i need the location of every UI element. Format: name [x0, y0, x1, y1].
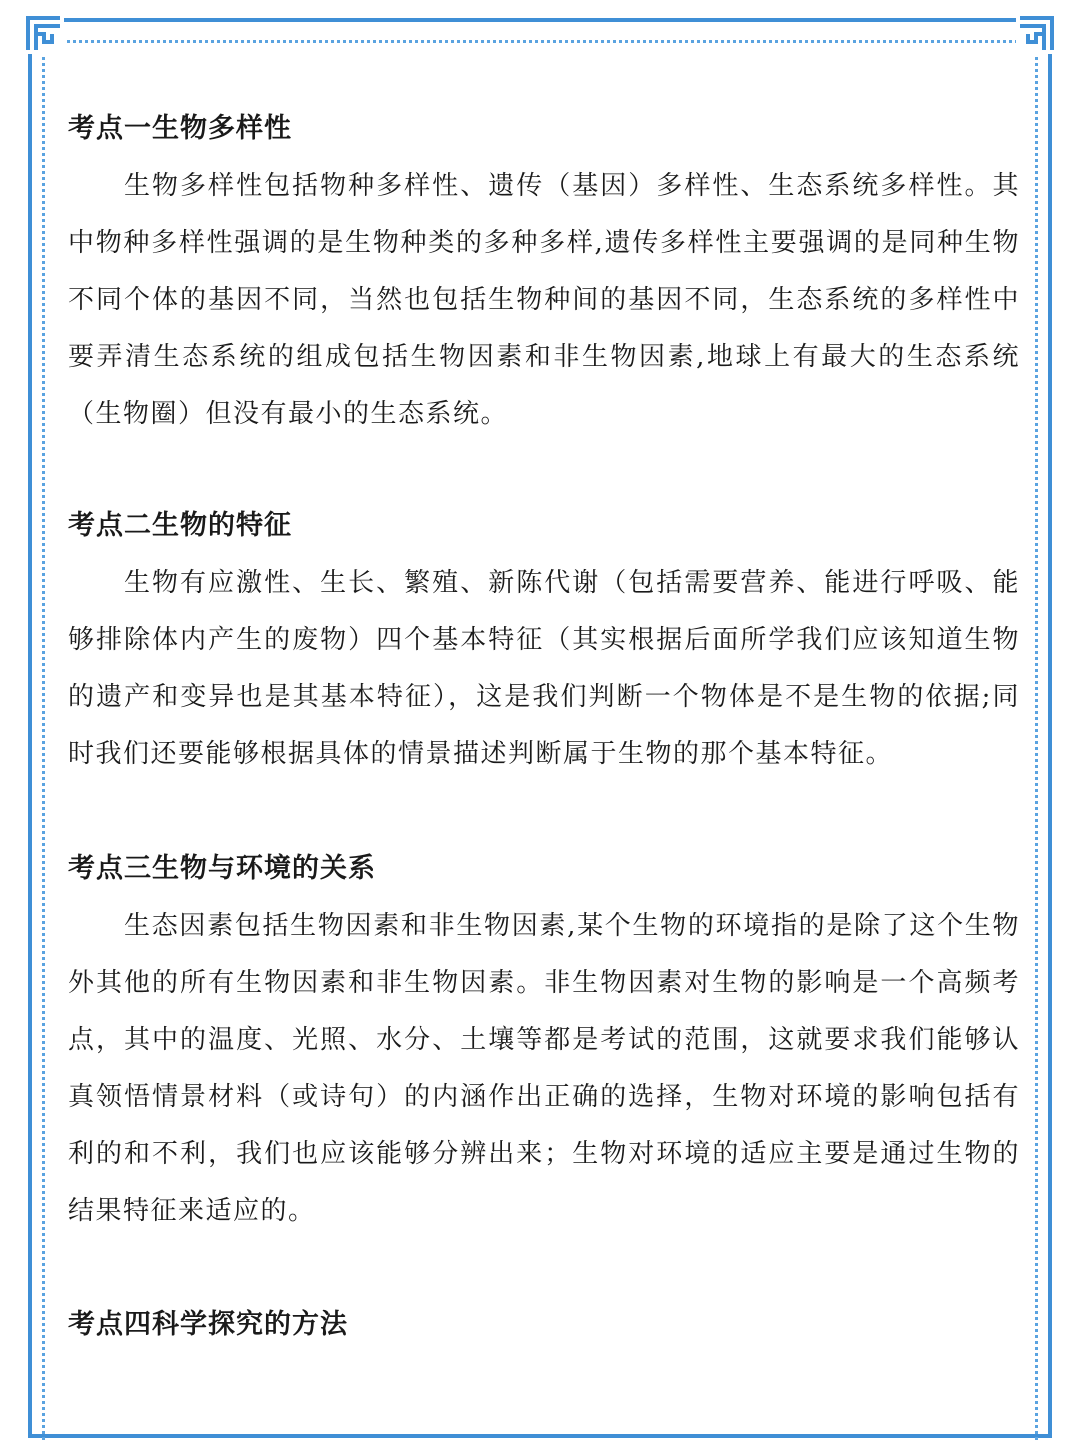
section-scientific-inquiry: [68, 1296, 1020, 1354]
section-organism-environment: [68, 840, 1020, 1240]
section-paragraph: 生态因素包括生物因素和非生物因素,某个生物的环境指的是除了这个生物外其他的所有生物因素和非生物因素。非生物因素对生物的影响是一个高频考点，其中的温度、光照、水分、土壤等都是考试的范围，这就要求我们能够认真领悟情景材料（或诗句）的内涵作出正确的选择，生物对环境的影响包括有利的和不利，我们也应该能够分辨出来；生物对环境的适应主要是通过生物的结果特征来适应的。: [68, 911, 1020, 1226]
section-paragraph: 生物多样性包括物种多样性、遗传（基因）多样性、生态系统多样性。其中物种多样性强调的是生物种类的多种多样,遗传多样性主要强调的是同种生物不同个体的基因不同，当然也包括生物种间的基因不同，生态系统的多样性中要弄清生态系统的组成包括生物因素和非生物因素,地球上有最大的生态系统（生物圈）但没有最小的生态系统。: [68, 171, 1020, 429]
section-heading: 考点四科学探究的方法: [68, 1309, 348, 1340]
section-life-characteristics: [68, 497, 1020, 783]
corner-ornament-top-right: [1016, 14, 1056, 54]
corner-ornament-top-left: [24, 14, 64, 54]
section-biodiversity: [68, 100, 1020, 443]
section-heading: 考点三生物与环境的关系: [68, 853, 376, 884]
section-paragraph: 生物有应激性、生长、繁殖、新陈代谢（包括需要营养、能进行呼吸、能够排除体内产生的废物）四个基本特征（其实根据后面所学我们应该知道生物的遗产和变异也是其基本特征），这是我们判断一个物体是不是生物的依据;同时我们还要能够根据具体的情景描述判断属于生物的那个基本特征。: [68, 568, 1020, 769]
section-heading: 考点二生物的特征: [68, 510, 292, 541]
section-heading: 考点一生物多样性: [68, 113, 292, 144]
